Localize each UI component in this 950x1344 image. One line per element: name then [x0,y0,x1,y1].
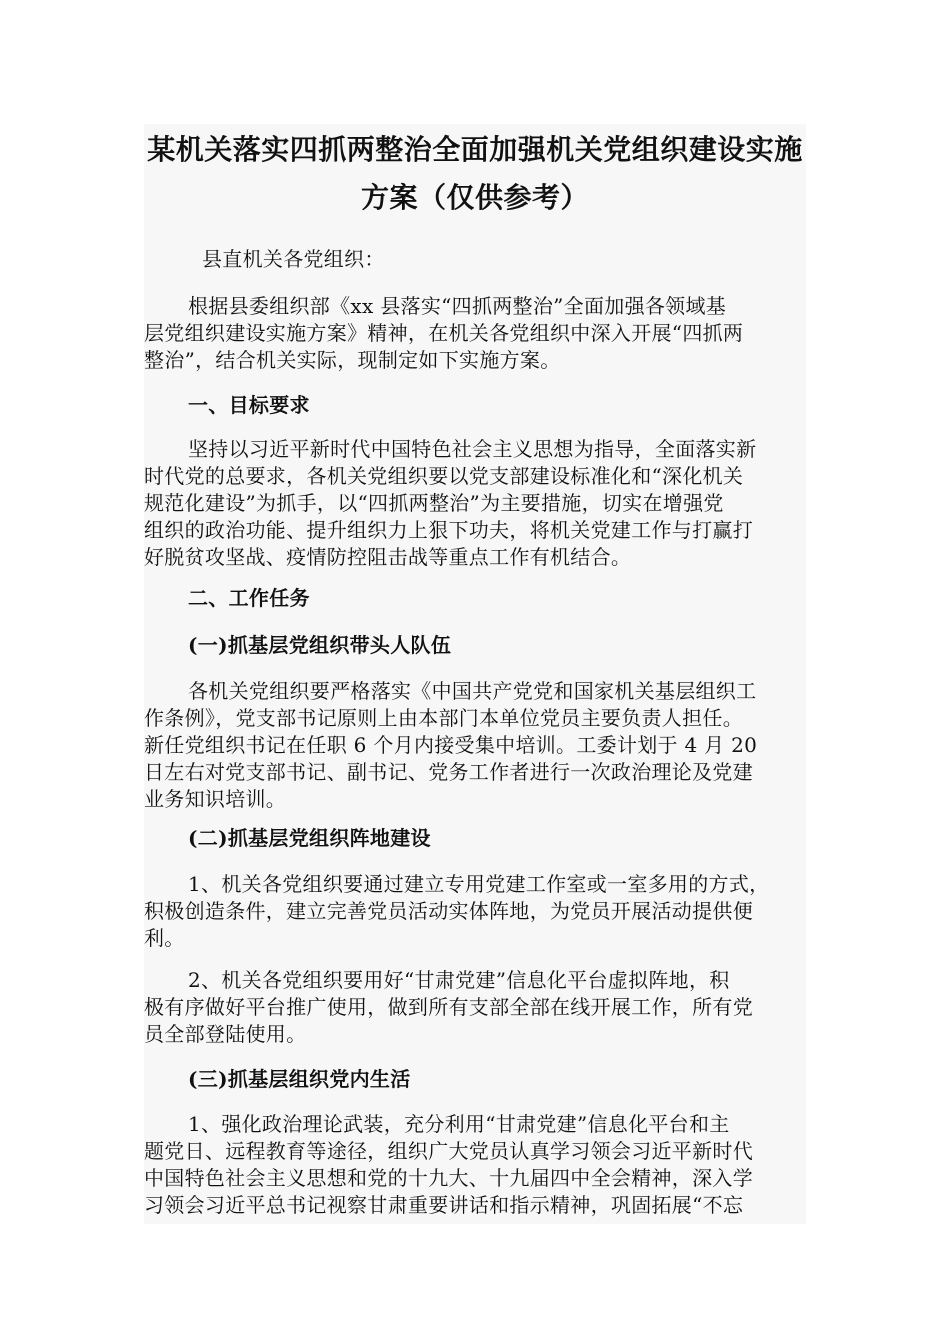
paragraph-line: 题党日、远程教育等途径，组织广大党员认真学习领会习近平新时代 [144,1139,753,1163]
section-1-paragraph [144,436,806,571]
subsection-3-item-1 [144,1111,806,1219]
section-heading-text: 二、工作任务 [188,586,310,610]
paragraph-line: 业务知识培训。 [144,787,287,811]
paragraph-line: 作条例》，党支部书记原则上由本部门本单位党员主要负责人担任。 [144,706,743,730]
paragraph-line: 好脱贫攻坚战、疫情防控阻击战等重点工作有机结合。 [144,545,632,569]
subsection-heading-text: (三)抓基层组织党内生活 [188,1067,411,1091]
intro-paragraph [144,293,806,374]
salutation-text: 县直机关各党组织： [202,247,385,271]
section-1-heading [144,392,806,419]
subsection-heading-text: (一)抓基层党组织带头人队伍 [188,633,452,657]
paragraph-line: 时代党的总要求，各机关党组织要以党支部建设标准化和“深化机关 [144,464,744,488]
paragraph-line: 员全部登陆使用。 [144,1022,307,1046]
paragraph-line: 各机关党组织要严格落实《中国共产党党和国家机关基层组织工 [188,679,757,703]
paragraph-line: 中国特色社会主义思想和党的十九大、十九届四中全会精神，深入学 [144,1166,753,1190]
paragraph-line: 整治”，结合机关实际，现制定如下实施方案。 [144,348,561,372]
paragraph-line: 1、强化政治理论武装，充分利用“甘肃党建”信息化平台和主 [188,1112,730,1136]
paragraph-line: 新任党组织书记在任职 6 个月内接受集中培训。工委计划于 4 月 20 [144,733,758,757]
salutation [144,246,806,273]
paragraph-line: 积极创造条件，建立完善党员活动实体阵地，为党员开展活动提供便 [144,899,753,923]
subsection-2-item-1 [144,871,806,952]
paragraph-line: 2、机关各党组织要用好“甘肃党建”信息化平台虚拟阵地，积 [188,968,730,992]
paragraph-line: 习领会习近平总书记视察甘肃重要讲话和指示精神，巩固拓展“不忘 [144,1193,744,1217]
text-area-background [144,124,806,1224]
subsection-2-heading [144,825,806,852]
document-title-line-2: 方案（仅供参考） [360,181,589,214]
section-heading-text: 一、目标要求 [188,393,310,417]
paragraph-line: 日左右对党支部书记、副书记、党务工作者进行一次政治理论及党建 [144,760,753,784]
paragraph-line: 极有序做好平台推广使用，做到所有支部全部在线开展工作，所有党 [144,995,753,1019]
subsection-2-item-2 [144,967,806,1048]
paragraph-line: 组织的政治功能、提升组织力上狠下功夫，将机关党建工作与打赢打 [144,518,753,542]
subsection-1-heading [144,632,806,659]
paragraph-line: 坚持以习近平新时代中国特色社会主义思想为指导，全面落实新 [188,437,757,461]
subsection-heading-text: (二)抓基层党组织阵地建设 [188,826,431,850]
subsection-3-heading [144,1066,806,1093]
subsection-1-paragraph [144,678,806,813]
paragraph-line: 根据县委组织部《xx 县落实“四抓两整治”全面加强各领域基 [188,294,727,318]
paragraph-line: 层党组织建设实施方案》精神，在机关各党组织中深入开展“四抓两 [144,321,744,345]
section-2-heading [144,585,806,612]
paragraph-line: 规范化建设”为抓手，以“四抓两整治”为主要措施，切实在增强党 [144,491,724,515]
paragraph-line: 1、机关各党组织要通过建立专用党建工作室或一室多用的方式， [188,872,770,896]
paragraph-line: 利。 [144,926,185,950]
document-title-line-1: 某机关落实四抓两整治全面加强机关党组织建设实施 [147,133,803,166]
